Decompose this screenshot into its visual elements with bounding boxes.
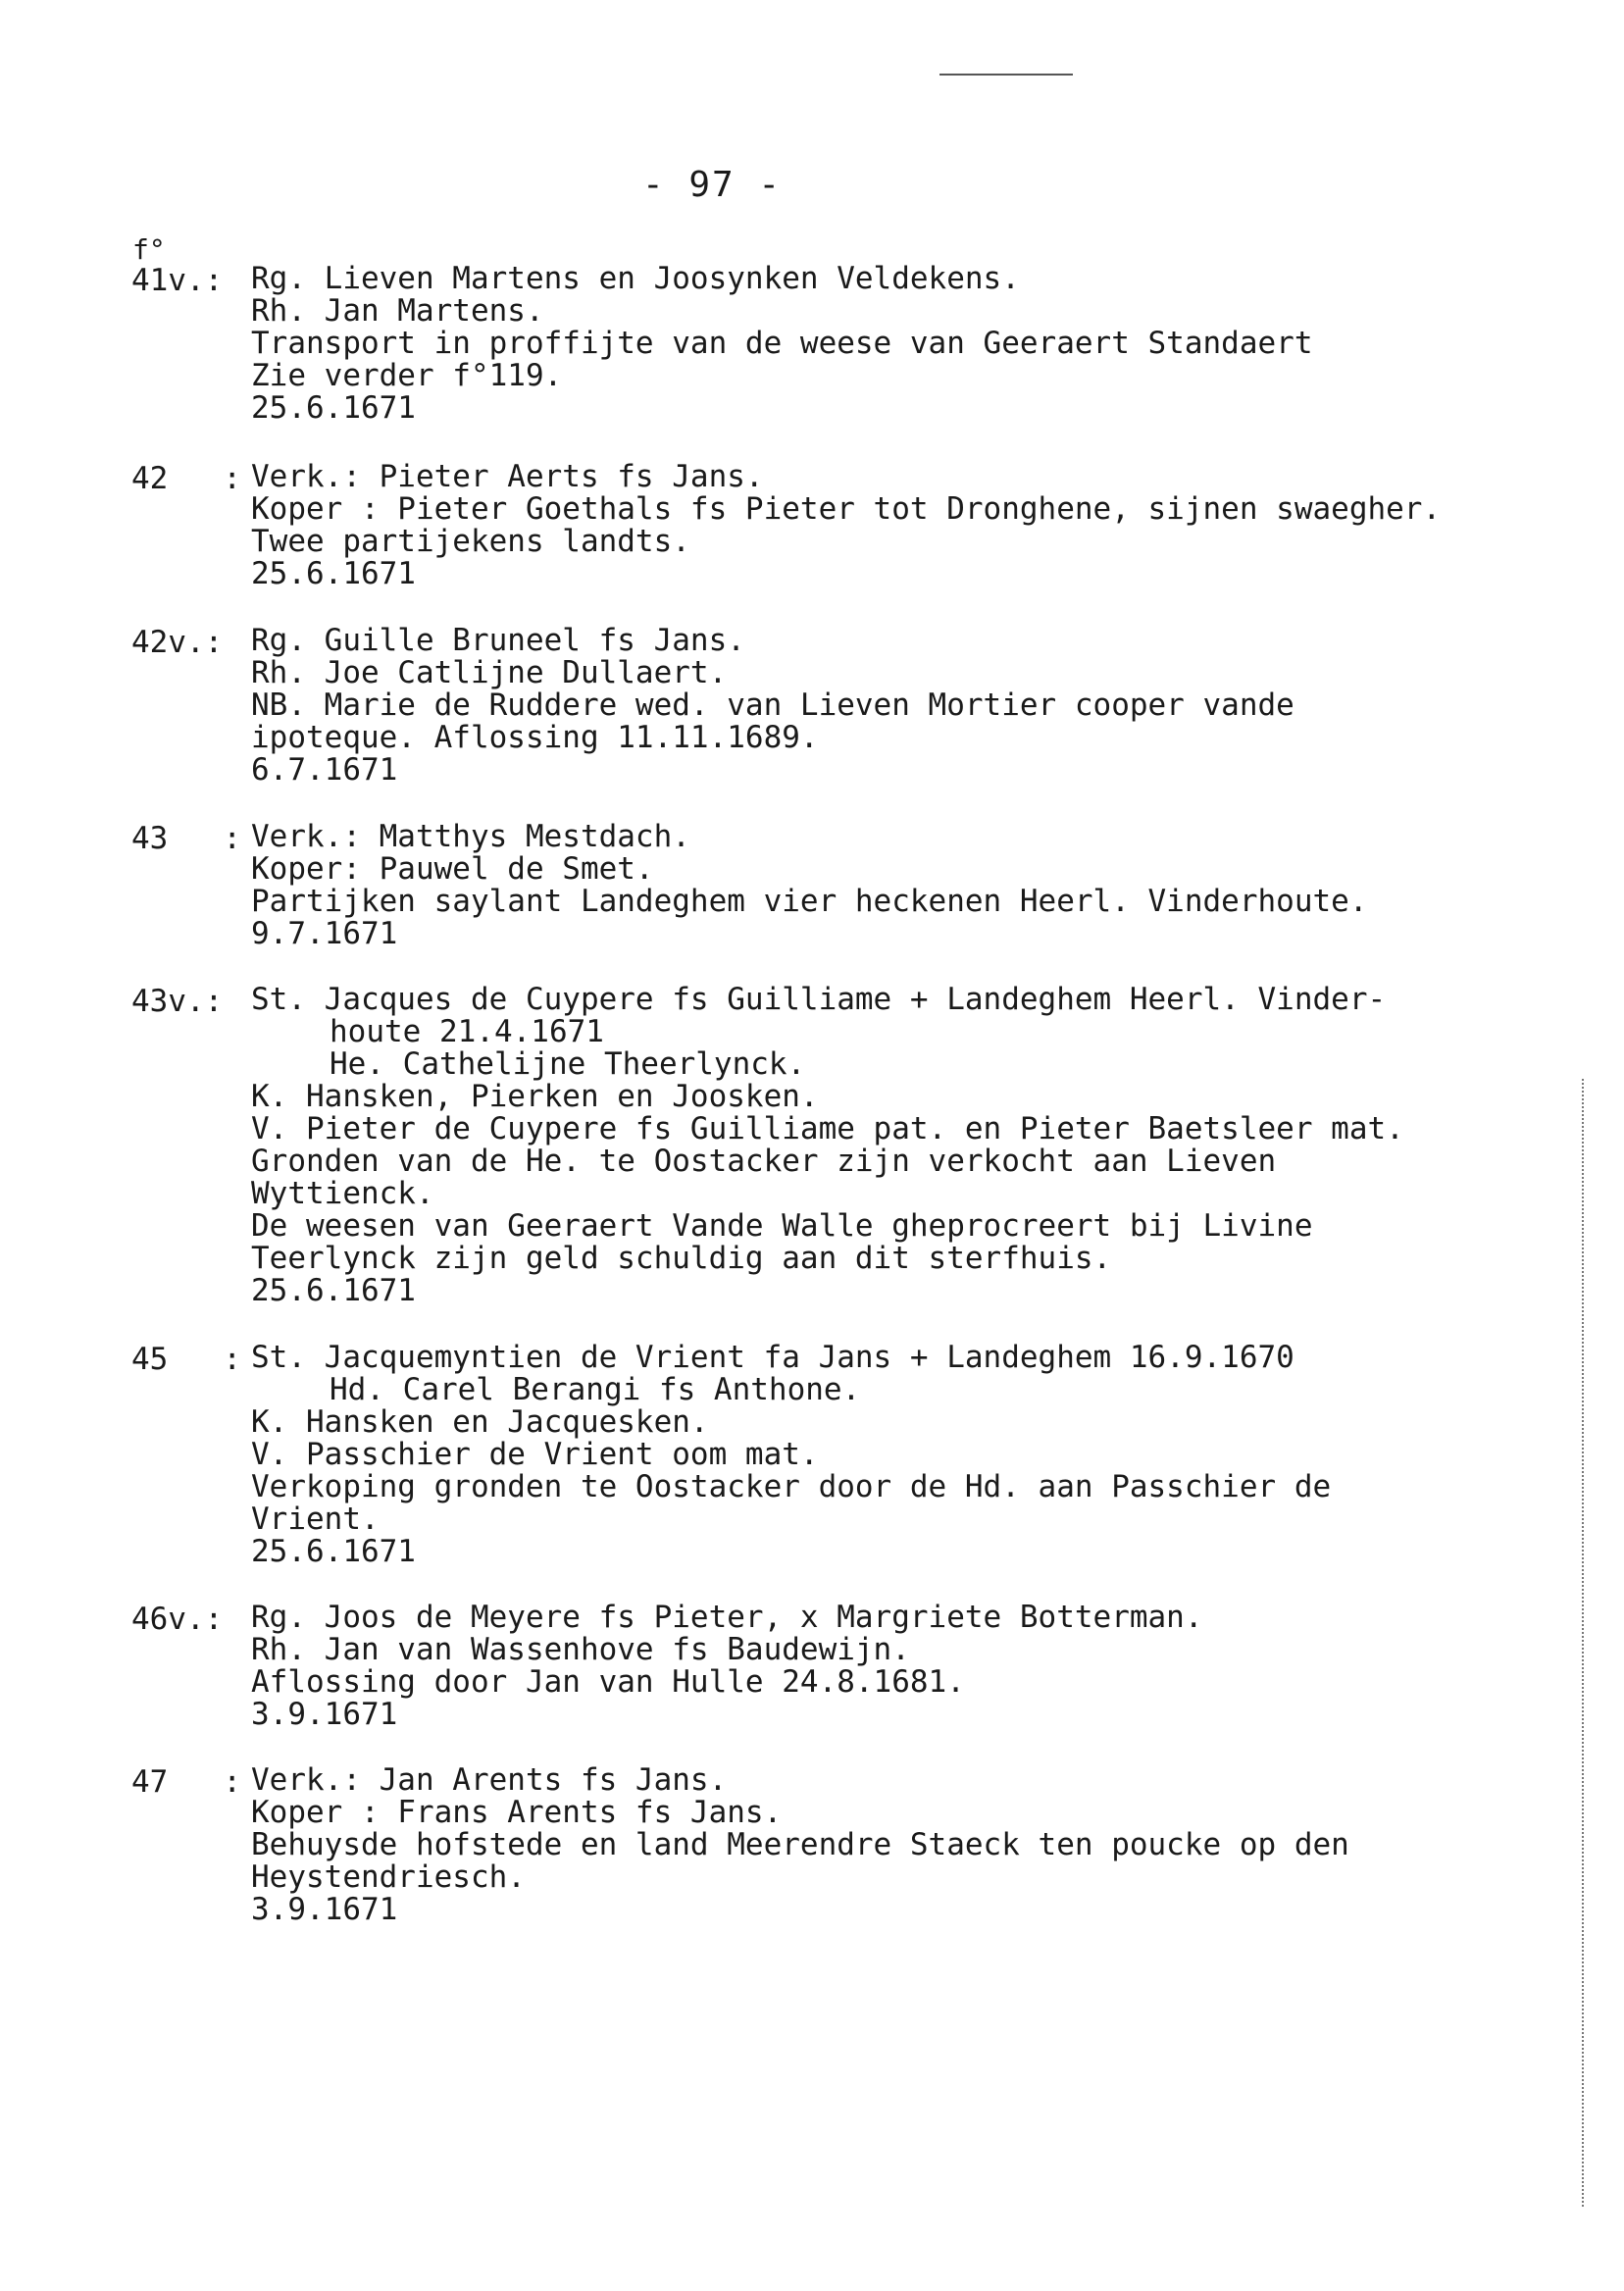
entry-line: NB. Marie de Ruddere wed. van Lieven Mortier cooper vande <box>251 687 1294 723</box>
entry-line: Rg. Lieven Martens en Joosynken Veldekens. <box>251 261 1020 296</box>
entry-line: Zie verder f°119. <box>251 358 563 393</box>
entry-line: Rg. Guille Bruneel fs Jans. <box>251 623 745 658</box>
folio-number: 41v.: <box>131 263 224 298</box>
folio-number: 45 : <box>131 1342 241 1377</box>
entry-line: Vrient. <box>251 1502 380 1537</box>
entry-line: ipoteque. Aflossing 11.11.1689. <box>251 720 819 755</box>
folio-number: 42 : <box>131 461 241 496</box>
entry-line: Teerlynck zijn geld schuldig aan dit sterfhuis. <box>251 1241 1112 1276</box>
entry-line: Behuysde hofstede en land Meerendre Staeck ten poucke op den <box>251 1827 1349 1862</box>
entry-line: Rh. Joe Catlijne Dullaert. <box>251 655 728 690</box>
entry-line: St. Jacques de Cuypere fs Guilliame + Landeghem Heerl. Vinder- <box>251 982 1387 1017</box>
folio-number: 43v.: <box>131 984 224 1019</box>
entry-line: Verk.: Matthys Mestdach. <box>251 819 690 854</box>
folio-number: 43 : <box>131 821 241 856</box>
header-rule <box>939 74 1073 76</box>
entry-line: Koper : Pieter Goethals fs Pieter tot Dronghene, sijnen swaegher. <box>251 491 1442 527</box>
folio-column-header: f° <box>132 233 166 266</box>
entry-line: De weesen van Geeraert Vande Walle gheprocreert bij Livine <box>251 1208 1313 1244</box>
entry-line: Rh. Jan Martens. <box>251 293 544 329</box>
entry-line: Aflossing door Jan van Hulle 24.8.1681. <box>251 1664 965 1700</box>
entry-date: 6.7.1671 <box>251 752 398 788</box>
entry-line: Verk.: Pieter Aerts fs Jans. <box>251 459 764 494</box>
entry-line: He. Cathelijne Theerlynck. <box>330 1046 806 1082</box>
entry-line: Gronden van de He. te Oostacker zijn verkocht aan Lieven <box>251 1144 1277 1179</box>
entry-line: Partijken saylant Landeghem vier heckenen Heerl. Vinderhoute. <box>251 884 1368 919</box>
entry-line: V. Pieter de Cuypere fs Guilliame pat. en Pieter Baetsleer mat. <box>251 1111 1404 1146</box>
entry-line: Heystendriesch. <box>251 1859 526 1895</box>
folio-number: 47 : <box>131 1764 241 1800</box>
entry-line: K. Hansken en Jacquesken. <box>251 1404 709 1440</box>
entry-date: 9.7.1671 <box>251 916 398 951</box>
entry-line: Transport in proffijte van de weese van Geeraert Standaert <box>251 326 1313 361</box>
entry-line: Hd. Carel Berangi fs Anthone. <box>330 1372 861 1407</box>
entry-line: Koper: Pauwel de Smet. <box>251 851 654 887</box>
entry-line: St. Jacquemyntien de Vrient fa Jans + Landeghem 16.9.1670 <box>251 1340 1294 1375</box>
entry-date: 25.6.1671 <box>251 556 416 591</box>
entry-date: 25.6.1671 <box>251 1273 416 1308</box>
entry-date: 25.6.1671 <box>251 390 416 426</box>
entry-line: Rh. Jan van Wassenhove fs Baudewijn. <box>251 1632 910 1667</box>
margin-rule <box>1582 1079 1584 2207</box>
entry-line: houte 21.4.1671 <box>330 1014 604 1049</box>
entry-line: Koper : Frans Arents fs Jans. <box>251 1795 783 1830</box>
entry-date: 3.9.1671 <box>251 1892 398 1927</box>
entry-date: 3.9.1671 <box>251 1697 398 1732</box>
entry-line: V. Passchier de Vrient oom mat. <box>251 1437 819 1472</box>
entry-line: Twee partijekens landts. <box>251 524 690 559</box>
entry-date: 25.6.1671 <box>251 1534 416 1569</box>
entry-line: Verk.: Jan Arents fs Jans. <box>251 1762 728 1798</box>
folio-number: 42v.: <box>131 625 224 660</box>
page-number: - 97 - <box>642 165 783 205</box>
entry-line: K. Hansken, Pierken en Joosken. <box>251 1079 819 1114</box>
folio-number: 46v.: <box>131 1602 224 1637</box>
entry-line: Wyttienck. <box>251 1176 434 1211</box>
entry-line: Verkoping gronden te Oostacker door de Hd. aan Passchier de <box>251 1469 1332 1504</box>
entry-line: Rg. Joos de Meyere fs Pieter, x Margriete Botterman. <box>251 1600 1203 1635</box>
